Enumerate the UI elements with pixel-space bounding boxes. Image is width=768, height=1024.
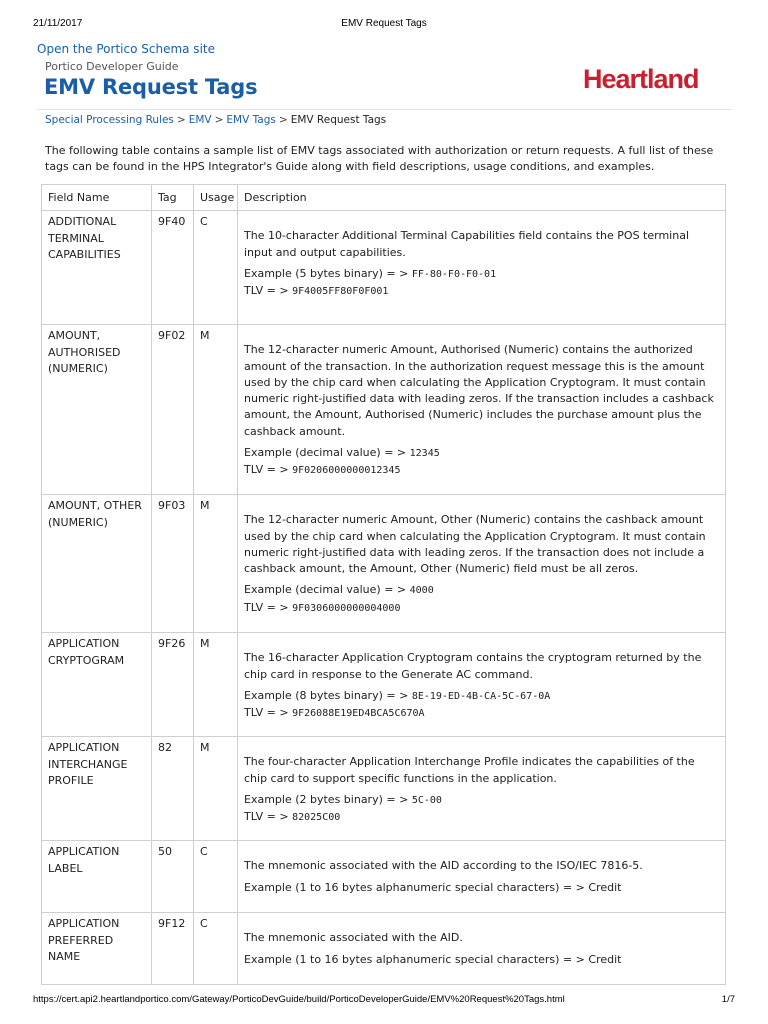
example-line (244, 952, 719, 968)
example-label: Example (8 bytes binary) = > (244, 688, 412, 702)
example-line (244, 880, 719, 896)
table-row (42, 325, 726, 495)
description-text: The 12-character numeric Amount, Other (Numeric) contains the cashback amount used by the chip card when calculating the Application Cryptogram. It must contain numeric right-justified data with leading zeros. If the transaction does not include a cashback amount, the Amount, Other (Numeric) field must be all zeros. (244, 513, 706, 576)
example-value: 12345 (409, 448, 440, 460)
description-cell (238, 325, 726, 495)
example-value: 4000 (409, 585, 434, 597)
example-label: Example (decimal value) = > (244, 583, 410, 597)
example-value: Credit (588, 880, 622, 894)
example-label: Example (5 bytes binary) = > (244, 266, 412, 280)
tag-cell: 9F26 (152, 633, 194, 737)
column-header-field-name: Field Name (42, 185, 152, 211)
description-text: The mnemonic associated with the AID. (244, 931, 463, 945)
description-cell (238, 633, 726, 737)
tlv-value: 9F0206000000012345 (292, 465, 401, 477)
example-value: Credit (588, 952, 622, 966)
breadcrumb-separator: > (176, 114, 186, 126)
heartland-logo: Heartland (583, 64, 699, 94)
schema-site-link[interactable]: Open the Portico Schema site (37, 42, 215, 56)
usage-cell: M (194, 325, 238, 495)
description-cell (238, 737, 726, 841)
print-page-number: 1/7 (721, 994, 735, 1005)
field-name-cell: APPLICATION INTERCHANGE PROFILE (42, 737, 152, 841)
field-name-cell: APPLICATION CRYPTOGRAM (42, 633, 152, 737)
tlv-label: TLV = > (244, 706, 293, 720)
tlv-label: TLV = > (244, 463, 293, 477)
example-label: Example (1 to 16 bytes alphanumeric special characters) = > (244, 952, 589, 966)
field-name-cell: AMOUNT, AUTHORISED (NUMERIC) (42, 325, 152, 495)
field-name-cell: APPLICATION PREFERRED NAME (42, 913, 152, 985)
breadcrumb-link[interactable]: EMV Tags (226, 114, 276, 126)
tlv-value: 9F4005FF80F0F001 (292, 286, 389, 298)
tag-cell: 9F03 (152, 495, 194, 633)
usage-cell: C (194, 913, 238, 985)
table-row (42, 913, 726, 985)
tlv-label: TLV = > (244, 600, 293, 614)
print-url: https://cert.api2.heartlandportico.com/Gateway/PorticoDevGuide/build/PorticoDeveloperGuide/EMV%20Request%20Tags.html (33, 994, 565, 1005)
table-row (42, 211, 726, 325)
print-title: EMV Request Tags (341, 18, 427, 29)
example-value: 8E-19-ED-4B-CA-5C-67-0A (411, 690, 551, 702)
description-cell (238, 841, 726, 913)
example-line (244, 688, 719, 723)
description-cell (238, 495, 726, 633)
breadcrumb (45, 114, 386, 126)
usage-cell: M (194, 495, 238, 633)
tlv-label: TLV = > (244, 810, 293, 824)
tag-cell: 50 (152, 841, 194, 913)
column-header-description: Description (238, 185, 726, 211)
table-row (42, 633, 726, 737)
intro-paragraph: The following table contains a sample list of EMV tags associated with authorization or return requests. A full list of these tags can be found in the HPS Integrator's Guide along with field descriptions, usage conditions, and examples. (45, 144, 714, 173)
description-text: The 16-character Application Cryptogram contains the cryptogram returned by the chip card in response to the Generate AC command. (244, 651, 702, 681)
tlv-label: TLV = > (244, 284, 293, 298)
usage-cell: C (194, 841, 238, 913)
guide-subtitle: Portico Developer Guide (45, 60, 179, 73)
breadcrumb-link[interactable]: Special Processing Rules (45, 114, 174, 126)
print-header (0, 0, 768, 30)
table-row (42, 737, 726, 841)
example-line (244, 582, 719, 617)
field-name-cell: AMOUNT, OTHER (NUMERIC) (42, 495, 152, 633)
field-name-cell: APPLICATION LABEL (42, 841, 152, 913)
tlv-value: 9F0306000000004000 (292, 602, 401, 614)
page-title: EMV Request Tags (44, 75, 258, 99)
table-header-row (42, 185, 726, 211)
usage-cell: C (194, 211, 238, 325)
emv-tags-table (41, 184, 726, 985)
example-label: Example (decimal value) = > (244, 446, 410, 460)
tlv-value: 82025C00 (292, 812, 341, 824)
example-line (244, 792, 719, 827)
breadcrumb-separator: > (278, 114, 288, 126)
description-text: The four-character Application Interchange Profile indicates the capabilities of the chip card to support specific functions in the application. (244, 755, 695, 785)
print-date: 21/11/2017 (33, 18, 83, 29)
header-divider (37, 109, 732, 110)
tag-cell: 9F12 (152, 913, 194, 985)
example-label: Example (1 to 16 bytes alphanumeric special characters) = > (244, 880, 589, 894)
example-line (244, 266, 719, 301)
description-cell (238, 913, 726, 985)
field-name-cell: ADDITIONAL TERMINAL CAPABILITIES (42, 211, 152, 325)
tag-cell: 9F40 (152, 211, 194, 325)
column-header-usage: Usage (194, 185, 238, 211)
breadcrumb-link[interactable]: EMV (188, 114, 212, 126)
description-text: The 12-character numeric Amount, Authorised (Numeric) contains the authorized amount of the transaction. In the authorization request message this is the amount used by the chip card when calculating the Application Cryptogram. It must contain numeric right-justified data with leading zeros. If the transaction includes a cashback amount, the Amount, Authorised (Numeric) includes the purchase amount plus the cashback amount. (244, 343, 714, 438)
tlv-value: 9F26088E19ED4BCA5C670A (292, 708, 425, 720)
example-value: 5C-00 (411, 794, 442, 806)
example-line (244, 445, 719, 480)
table-row (42, 841, 726, 913)
tag-cell: 9F02 (152, 325, 194, 495)
description-text: The mnemonic associated with the AID according to the ISO/IEC 7816-5. (244, 859, 643, 873)
description-cell (238, 211, 726, 325)
usage-cell: M (194, 633, 238, 737)
column-header-tag: Tag (152, 185, 194, 211)
example-value: FF-80-F0-F0-01 (411, 268, 497, 280)
description-text: The 10-character Additional Terminal Capabilities field contains the POS terminal input and output capabilities. (244, 229, 690, 259)
example-label: Example (2 bytes binary) = > (244, 792, 412, 806)
table-row (42, 495, 726, 633)
breadcrumb-current: EMV Request Tags (290, 114, 387, 126)
usage-cell: M (194, 737, 238, 841)
tag-cell: 82 (152, 737, 194, 841)
breadcrumb-separator: > (214, 114, 224, 126)
